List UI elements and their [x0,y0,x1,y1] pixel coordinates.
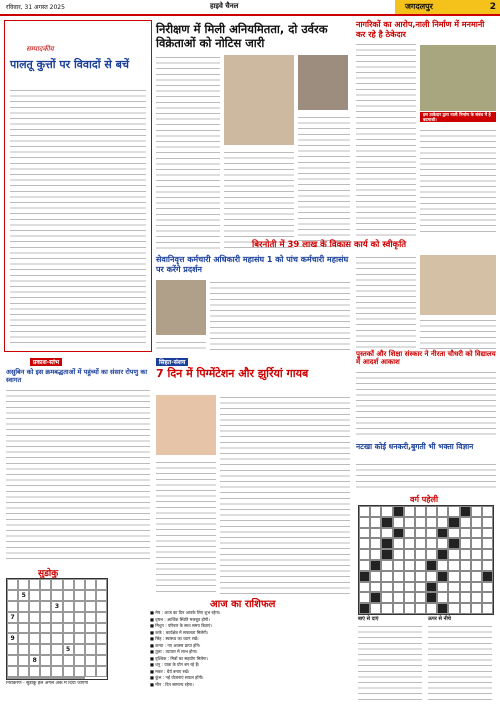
crossword-cell [448,506,459,517]
crossword-cell [437,549,448,560]
column-left-title: असुबिन को इस क्रमबद्धताओं में पहुंच्यों का संसार रोपणु का स्वागत [6,368,148,384]
story2-photo [420,45,496,111]
sudoku-cell [74,601,85,612]
crossword-cell [471,528,482,539]
crossword-cell [381,603,392,614]
crossword-cell [381,571,392,582]
sudoku-cell [74,644,85,655]
horoscope-item: ■ कुंभ : नई योजनाएं सफल होंगी। [150,675,204,680]
sudoku-cell [51,633,62,644]
crossword-across-title: बाएं से दाएं [358,616,379,622]
crossword-cell [426,560,437,571]
sudoku-cell [40,644,51,655]
sudoku-cell: 8 [29,655,40,666]
crossword-cell [460,549,471,560]
crossword-cell [370,517,381,528]
health-photo [156,395,216,455]
crossword-cell [437,582,448,593]
top-bar [0,0,500,16]
crossword-cell [482,517,493,528]
story3-title: सेवानिवृत्त कर्मचारी अधिकारी महासंघ 1 को पांच कर्मचारी महासंघ पर करेंगे प्रदर्शन [156,255,349,274]
sudoku-cell [96,644,107,655]
crossword-cell [381,538,392,549]
crossword-cell [370,560,381,571]
story2-body [356,42,416,237]
crossword-cell [370,592,381,603]
page-number: 2 [489,2,496,12]
crossword-cell [381,506,392,517]
sudoku-cell [63,655,74,666]
story3-photo [156,280,206,335]
sudoku-cell [18,677,29,679]
crossword-cell [471,592,482,603]
crossword-cell [448,528,459,539]
sudoku-cell [51,590,62,601]
story6-body [356,462,496,492]
sudoku-cell: 3 [51,601,62,612]
crossword-down-clues [428,624,492,704]
crossword-cell [437,538,448,549]
health-body2 [156,460,216,595]
sudoku-cell [7,666,18,677]
crossword-cell [426,592,437,603]
issue-date: रविवार, 31 अगस्त 2025 [6,4,65,11]
sudoku-cell [96,666,107,677]
crossword-cell [471,571,482,582]
crossword-cell [482,571,493,582]
sudoku-cell [7,655,18,666]
sudoku-cell [63,666,74,677]
crossword-cell [415,571,426,582]
sudoku-cell [40,623,51,634]
crossword-cell [426,571,437,582]
crossword-cell [381,560,392,571]
sudoku-cell [29,633,40,644]
crossword-cell [448,582,459,593]
horoscope-item: ■ मकर : धैर्य बनाए रखें। [150,668,190,674]
crossword-across-clues [358,624,422,704]
sudoku-cell [63,579,74,590]
crossword-cell [437,506,448,517]
crossword-cell [482,528,493,539]
crossword-cell [415,506,426,517]
crossword-cell [415,560,426,571]
sudoku-cell [96,633,107,644]
sudoku-cell [51,655,62,666]
crossword-cell [471,517,482,528]
horoscope-item: ■ कन्या : नए अवसर प्राप्त होंगे। [150,642,201,648]
crossword-cell [404,592,415,603]
crossword-cell [426,506,437,517]
horoscope-item: ■ वृश्चिक : मित्रों का सहयोग मिलेगा। [150,655,209,661]
editorial-title: पालतू कुत्तों पर विवादों से बचें [10,58,129,71]
crossword-cell [404,517,415,528]
sudoku-cell [74,579,85,590]
sudoku-footer: निराकरण - सुडोकु हल अगले अंक में दिया जाएगा [6,681,89,686]
crossword-cell [415,582,426,593]
crossword-cell [370,582,381,593]
crossword-cell [381,549,392,560]
crossword-cell [404,538,415,549]
sudoku-cell [40,612,51,623]
crossword-cell [437,517,448,528]
crossword-cell [437,560,448,571]
story5-body [356,370,496,438]
editorial-label: सम्पादकीय [26,45,54,53]
sudoku-cell [29,644,40,655]
crossword-cell [482,560,493,571]
crossword-cell [393,538,404,549]
crossword-cell [460,517,471,528]
crossword-cell [471,560,482,571]
sudoku-cell [74,666,85,677]
crossword-cell [370,571,381,582]
health-label: सिहत-संशय [156,358,188,366]
crossword-cell [381,582,392,593]
sudoku-cell [29,590,40,601]
sudoku-cell [51,623,62,634]
sudoku-cell [40,590,51,601]
crossword-cell [437,603,448,614]
lead-title: निरीक्षण में मिली अनियमितता, दो उर्वरक विक्रेताओं को नोटिस जारी [156,22,328,50]
sudoku-cell [85,579,96,590]
sudoku-cell [29,579,40,590]
lead-col3 [298,115,350,250]
sudoku-cell: 5 [18,590,29,601]
sudoku-cell [18,601,29,612]
horoscope-title: आज का राशिफल [210,599,276,610]
crossword-cell [448,603,459,614]
sudoku-cell [85,590,96,601]
sudoku-cell [40,633,51,644]
crossword-cell [415,603,426,614]
sudoku-cell [51,677,62,679]
sudoku-cell [74,612,85,623]
crossword-cell [359,571,370,582]
story4-photo [420,255,496,315]
sudoku-cell [7,677,18,679]
story4-body [356,255,416,350]
crossword-cell [381,517,392,528]
sudoku-cell [96,612,107,623]
sudoku-cell [18,612,29,623]
story2-title: नागरिकों का आरोप,नाली निर्माण में मनमानी कर रहे है ठेकेदार [356,20,485,39]
sudoku-cell [96,590,107,601]
crossword-cell [460,538,471,549]
horoscope-item: ■ कर्क : कार्यक्षेत्र में सफलता मिलेगी। [150,629,209,635]
lead-col1 [156,55,220,250]
crossword-cell [460,592,471,603]
sudoku-cell [18,579,29,590]
sudoku-cell [40,579,51,590]
crossword-cell [359,582,370,593]
crossword-cell [393,560,404,571]
sudoku-cell [29,677,40,679]
crossword-cell [370,538,381,549]
crossword-cell [471,549,482,560]
crossword-cell [393,506,404,517]
crossword-cell [393,528,404,539]
sudoku-cell [29,666,40,677]
crossword-cell [359,560,370,571]
sudoku-cell [7,623,18,634]
sudoku-cell [85,666,96,677]
story4-body2 [420,318,496,350]
crossword-cell [426,517,437,528]
sudoku-cell [85,612,96,623]
crossword-cell [437,592,448,603]
crossword-cell [393,571,404,582]
sudoku-cell [63,623,74,634]
sudoku-cell [51,666,62,677]
crossword-cell [448,538,459,549]
sudoku-cell [29,612,40,623]
crossword-cell [482,538,493,549]
sudoku-cell [74,633,85,644]
sudoku-cell [7,601,18,612]
sudoku-cell [7,579,18,590]
sudoku-cell [40,666,51,677]
crossword-title: वर्ग पहेली [410,495,439,504]
crossword-grid [358,505,494,615]
sudoku-cell [18,644,29,655]
sudoku-cell [74,655,85,666]
crossword-cell [359,603,370,614]
sudoku-cell [85,644,96,655]
sudoku-cell [63,590,74,601]
crossword-cell [471,603,482,614]
sudoku-cell [74,677,85,679]
sudoku-cell: 7 [7,612,18,623]
crossword-cell [426,549,437,560]
horoscope-item: ■ वृषभ : आर्थिक स्थिति मजबूत होगी। [150,616,210,622]
sudoku-cell [85,623,96,634]
crossword-cell [448,517,459,528]
sudoku-cell [18,623,29,634]
crossword-cell [460,582,471,593]
crossword-cell [437,528,448,539]
crossword-cell [448,549,459,560]
crossword-cell [448,571,459,582]
horoscope-item: ■ मिथुन : परिवार के साथ समय बिताएं। [150,623,212,628]
crossword-cell [460,603,471,614]
sudoku-cell [63,677,74,679]
crossword-cell [471,506,482,517]
sudoku-cell [18,655,29,666]
sudoku-cell: 5 [63,644,74,655]
crossword-cell [393,517,404,528]
crossword-cell [460,560,471,571]
crossword-cell [437,571,448,582]
crossword-cell [482,549,493,560]
crossword-cell [404,571,415,582]
crossword-cell [482,592,493,603]
column-left-body [6,388,150,563]
crossword-cell [482,582,493,593]
horoscope-item: ■ मीन : दिन सामान्य रहेगा। [150,681,194,687]
lead-photo-2 [298,55,348,110]
crossword-cell [404,549,415,560]
crossword-cell [415,528,426,539]
story4-title: बिरनोती में 39 लाख के विकास कार्य को स्वीकृति [252,240,407,250]
crossword-cell [471,582,482,593]
lead-photo [224,55,294,145]
sudoku-cell [18,666,29,677]
lead-col2 [224,150,294,250]
sudoku-cell: 9 [7,633,18,644]
paper-name: हाइवे चैनल [210,2,239,10]
crossword-cell [415,538,426,549]
crossword-cell [370,549,381,560]
crossword-cell [381,592,392,603]
sudoku-cell [7,644,18,655]
crossword-cell [415,549,426,560]
sudoku-cell [40,601,51,612]
crossword-cell [404,528,415,539]
horoscope-item: ■ सिंह : स्वास्थ्य का ध्यान रखें। [150,636,199,641]
story6-title: नटखा कोई धनकरी,बुगती भी भक्ता विज्ञान [356,442,474,451]
sudoku-grid [6,578,108,680]
sudoku-cell [7,590,18,601]
story2-body2 [420,128,496,236]
crossword-cell [370,603,381,614]
crossword-cell [448,560,459,571]
crossword-cell [370,528,381,539]
sudoku-cell [63,612,74,623]
column-left-label: प्रकाश-स्तंभ [30,358,62,366]
crossword-cell [393,582,404,593]
crossword-cell [448,592,459,603]
crossword-cell [460,571,471,582]
crossword-cell [426,528,437,539]
crossword-cell [415,592,426,603]
crossword-cell [426,603,437,614]
crossword-cell [426,538,437,549]
crossword-cell [359,506,370,517]
sudoku-cell [63,601,74,612]
edition-city: जगदलपुर [395,0,500,14]
editorial-body [10,88,146,343]
crossword-cell [460,528,471,539]
horoscope-item: ■ धनु : यात्रा के योग बन रहे हैं। [150,662,200,667]
sudoku-cell [96,579,107,590]
sudoku-cell [96,601,107,612]
crossword-cell [404,582,415,593]
sudoku-cell [74,623,85,634]
crossword-cell [426,582,437,593]
story3-body2 [156,340,206,350]
sudoku-title: सुडोकु [38,569,59,579]
sudoku-cell [18,633,29,644]
crossword-cell [359,592,370,603]
story2-photo-caption: इस ठाकेदार द्वारा नाली निर्माण के संबंध में है बदमाशी। [420,112,496,122]
story5-title: पुस्तकों और शिक्षा संस्कार ने नीरता चौधरी को विद्यालय में आदर्श आकाश [356,350,496,366]
crossword-cell [482,506,493,517]
horoscope-item: ■ मेष : आज का दिन आपके लिए शुभ रहेगा। [150,610,221,615]
sudoku-cell [40,677,51,679]
sudoku-cell [74,590,85,601]
crossword-cell [404,603,415,614]
story3-body [210,280,350,350]
sudoku-cell [85,601,96,612]
sudoku-cell [96,623,107,634]
crossword-down-title: ऊपर से नीचे [428,616,451,622]
sudoku-cell [40,655,51,666]
crossword-cell [404,506,415,517]
sudoku-cell [63,633,74,644]
crossword-cell [370,506,381,517]
crossword-cell [393,549,404,560]
crossword-cell [359,517,370,528]
crossword-cell [359,549,370,560]
health-title: 7 दिन में पिग्मेंटेशन और झुर्रियां गायब [156,367,309,380]
crossword-cell [381,528,392,539]
sudoku-cell [51,612,62,623]
sudoku-cell [51,644,62,655]
sudoku-cell [85,633,96,644]
sudoku-cell [51,579,62,590]
crossword-cell [393,592,404,603]
crossword-cell [415,517,426,528]
health-body [220,395,350,595]
horoscope-list [150,610,350,710]
sudoku-cell [85,655,96,666]
crossword-cell [482,603,493,614]
crossword-cell [359,528,370,539]
crossword-cell [404,560,415,571]
sudoku-cell [29,623,40,634]
crossword-cell [460,506,471,517]
crossword-cell [471,538,482,549]
crossword-cell [359,538,370,549]
sudoku-cell [96,655,107,666]
crossword-cell [393,603,404,614]
horoscope-item: ■ तुला : व्यापार में लाभ होगा। [150,649,198,654]
sudoku-cell [29,601,40,612]
